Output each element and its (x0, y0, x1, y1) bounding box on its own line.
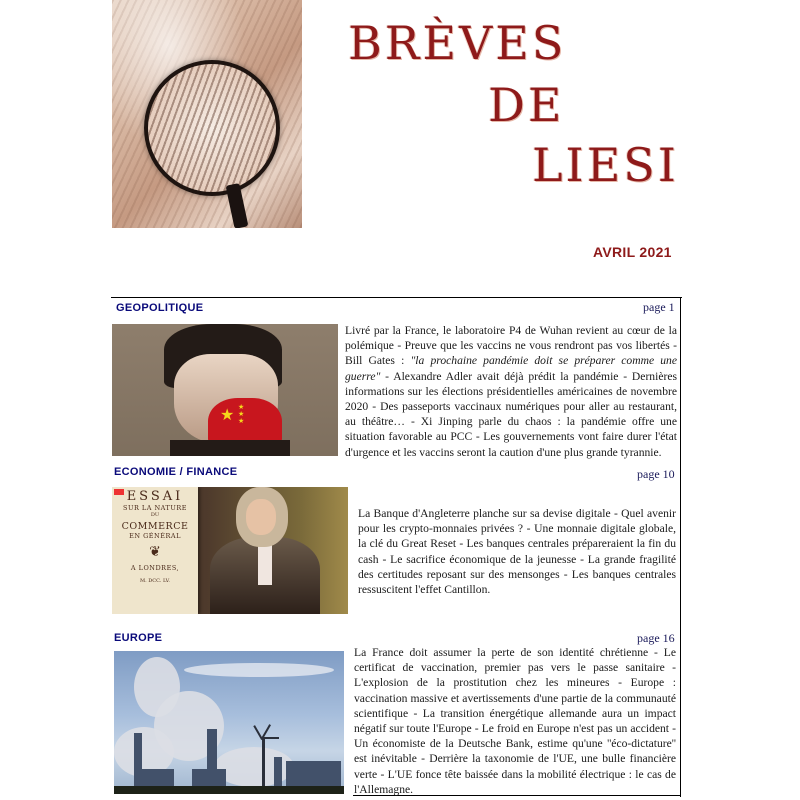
bill-gates-quote: "la prochaine pandémie doit se préparer comme une guerre" (345, 354, 677, 383)
europe-image (114, 651, 344, 794)
book-title-line: DU (150, 512, 160, 518)
title-line-1: BRÈVES (348, 16, 567, 70)
title-line-3: LIESI (532, 138, 679, 192)
sky-cloud-shape (184, 663, 334, 677)
book-date-line: M. DCC. LV. (139, 578, 170, 584)
image-body-shape (170, 440, 290, 456)
portrait-face-shape (246, 499, 276, 535)
book-title-line: COMMERCE (121, 521, 189, 532)
book-imprint-line: A LONDRES, (130, 564, 180, 572)
section-label-europe[interactable]: EUROPE (114, 632, 163, 644)
geopolitique-image (112, 324, 338, 456)
book-title-line: EN GÉNÉRAL (129, 532, 181, 540)
summary-text: Livré par la France, le laboratoire P4 de Wuhan revient au cœur de la polémique - Preuve que les vaccins ne vous rendront pas vos libertés - Bill Gates : (345, 324, 677, 368)
section-label-economie-finance[interactable]: ECONOMIE / FINANCE (114, 466, 238, 478)
essai-book-cover (112, 487, 198, 614)
turbine-blade (263, 737, 279, 739)
page-ref-geopolitique[interactable]: page 1 (643, 300, 675, 314)
summary-text-continued: - Alexandre Adler avait déjà prédit la pandémie - Dernières informations sur les élections présidentielles américaines de novembre 2020 - Des passeports vaccinaux numériques pour aller au restaurant, au théâtre… - Xi Jinping parle du chaos : la pandémie offre une situation favorable au PCC - Les gouvernements vont faire durer l'état d'urgence et les vaccins seront la caution d'une plus grande tyrannie. (345, 369, 677, 459)
summary-geopolitique (345, 323, 677, 460)
ground-shape (114, 786, 344, 794)
page-ref-europe[interactable]: page 16 (637, 631, 675, 645)
economie-finance-image (112, 487, 348, 614)
book-emblem-icon: ❦ (149, 544, 161, 560)
flag-small-stars-icon: ★ ★ ★ (238, 403, 245, 425)
contents-frame-top-border (111, 297, 682, 298)
book-title-line: SUR LA NATURE (123, 504, 187, 512)
flag-star-icon: ★ (220, 407, 235, 424)
summary-europe: La France doit assumer la perte de son identité chrétienne - Le certificat de vaccination, premier pas vers le passe sanitaire - L'explosion de la prostitution chez les mineures - Europe : vaccination massive et avertissements d'une partie de la communauté scientifique - La transition énergétique allemande aura un impact négatif sur toute l'Europe - Le froid en Europe n'est pas un accident - Un économiste de la Deutsche Bank, estime qu'une ''éco-dictature'' est inévitable - Derrière la taxonomie de l'UE, une bulle financière verte - L'UE fonce tête baissée dans la mobilité électrique : le cas de l'Allemagne. (354, 646, 676, 796)
book-title-line: ESSAI (126, 489, 184, 504)
magnifying-glass-handle (226, 183, 249, 228)
cover-image-magnifying-glass (112, 0, 302, 228)
chimney-shape (134, 733, 142, 793)
red-badge-icon (114, 489, 124, 495)
smoke-cloud-shape (214, 747, 294, 787)
issue-date: AVRIL 2021 (593, 244, 672, 260)
contents-frame-right-border (680, 297, 681, 797)
magnifying-glass-lens (144, 60, 280, 196)
section-label-geopolitique[interactable]: GEOPOLITIQUE (116, 302, 204, 314)
summary-economie-finance: La Banque d'Angleterre planche sur sa devise digitale - Quel avenir pour les crypto-monnaies privées ? - Une monnaie digitale globale, la clé du Great Reset - Les banques centrales prépareraient la fin du cash - Le sacrifice économique de la jeunesse - La grande fragilité des certitudes reposant sur des mensonges - Les banques centrales ressuscitent l'effet Cantillon. (358, 507, 676, 597)
wind-turbine-icon (262, 739, 265, 789)
title-line-2: DE (488, 78, 565, 132)
page-ref-economie-finance[interactable]: page 10 (637, 467, 675, 481)
